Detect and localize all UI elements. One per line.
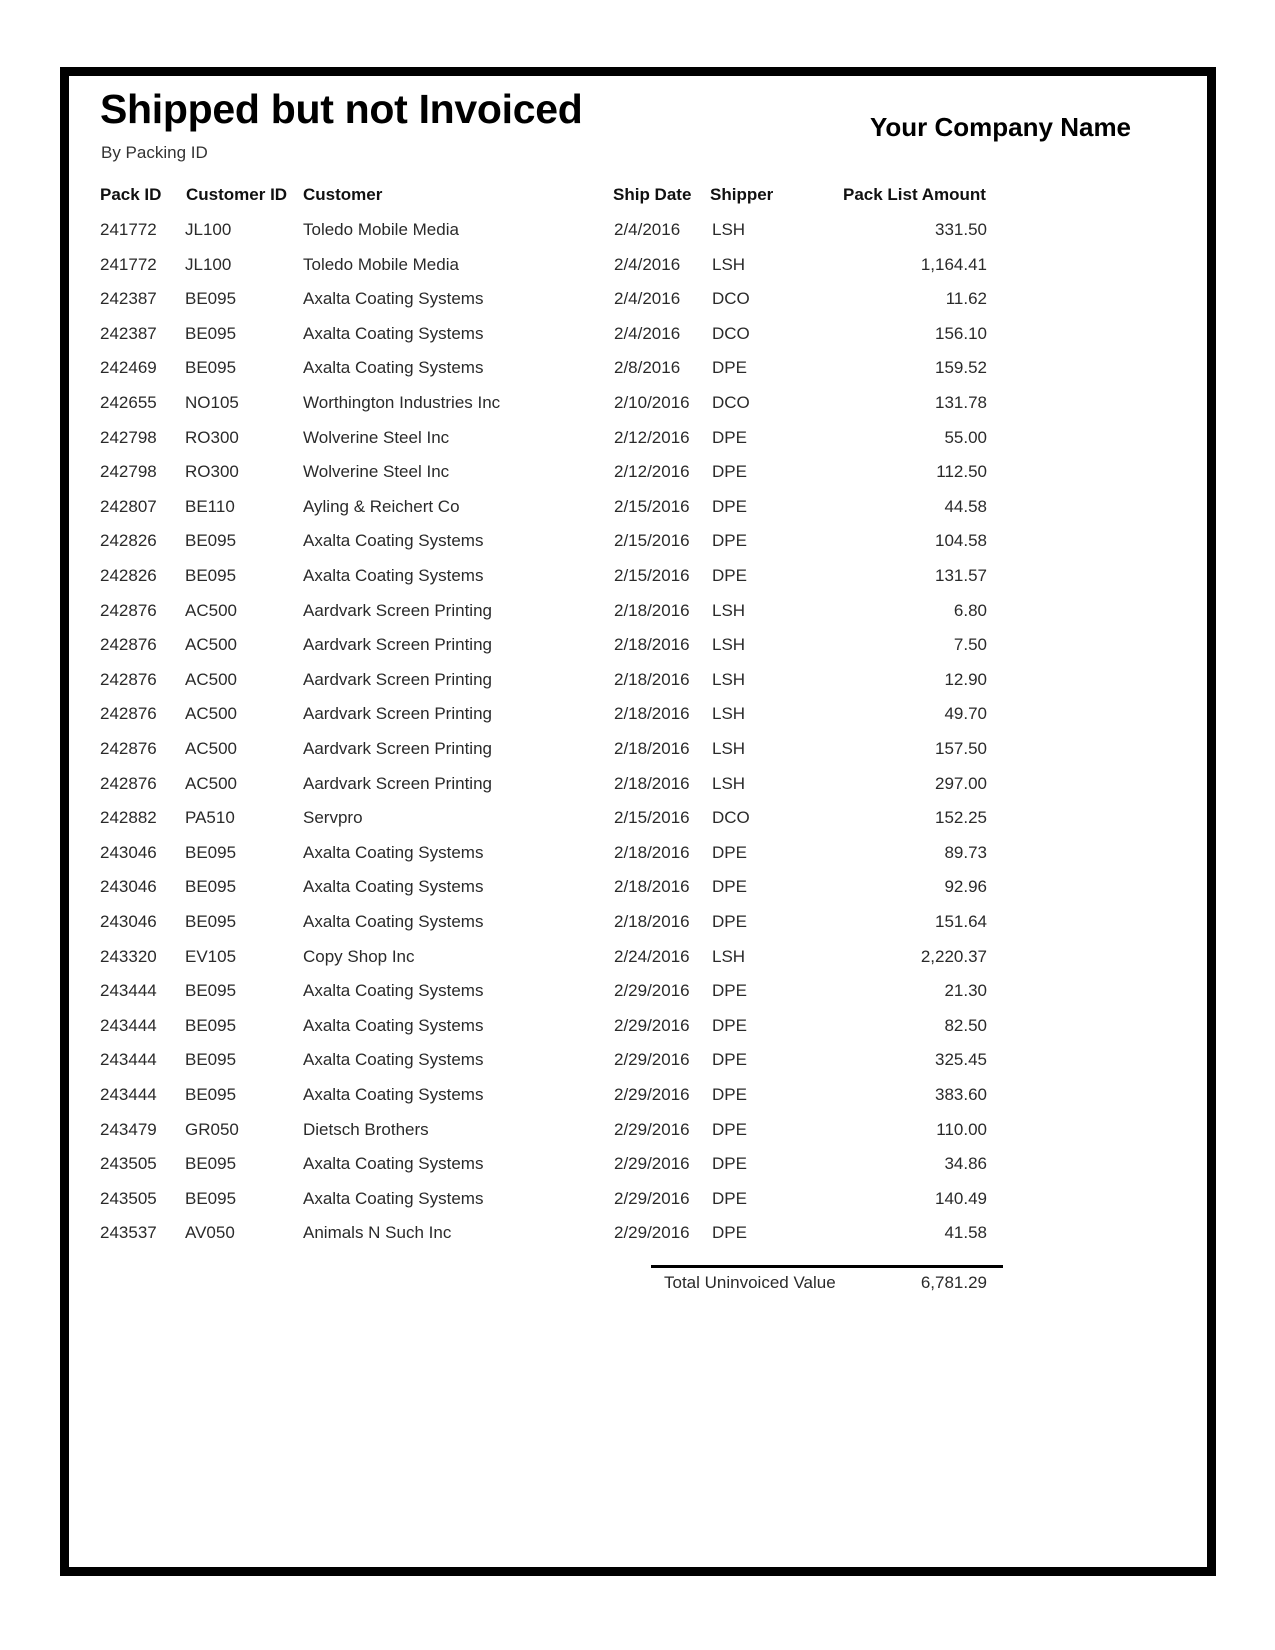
customer-cell: Aardvark Screen Printing [303,600,492,620]
customer-cell: Axalta Coating Systems [303,877,484,897]
customer-id-cell: EV105 [185,946,237,966]
ship-date-cell: 2/29/2016 [614,1085,690,1104]
amount-cell: 325.45 [935,1050,987,1070]
customer-id-cell: BE095 [185,877,237,897]
ship-date-cell: 2/15/2016 [614,496,690,516]
amount-cell: 159.52 [935,358,987,378]
customer-cell: Copy Shop Inc [303,946,415,966]
customer-cell: Wolverine Steel Inc [303,427,450,447]
amount-cell: 92.96 [944,877,987,897]
table-row [0,358,1275,392]
shipper-cell: DPE [712,531,747,551]
ship-date-cell: 2/8/2016 [614,358,681,378]
customer-cell: Axalta Coating Systems [303,1085,484,1104]
column-header-ship-date: Ship Date [613,185,692,204]
amount-cell: 2,220.37 [920,946,987,966]
ship-date-cell: 2/29/2016 [614,1154,690,1174]
customer-cell: Servpro [303,808,363,828]
table-row [0,601,1275,635]
customer-id-cell: JL100 [185,254,232,274]
ship-date-cell: 2/18/2016 [614,704,690,724]
amount-cell: 152.25 [935,808,987,828]
ship-date-cell: 2/15/2016 [614,566,690,585]
shipper-cell: DPE [712,462,747,482]
shipper-cell: LSH [712,704,746,724]
customer-cell: Toledo Mobile Media [303,254,459,274]
amount-cell: 55.00 [944,427,987,447]
customer-id-cell: BE095 [185,981,237,1001]
pack-id-cell: 242655 [100,393,157,412]
amount-cell: 104.58 [935,531,987,551]
shipper-cell: DPE [712,981,747,1001]
customer-cell: Axalta Coating Systems [303,289,484,309]
table-row [0,497,1275,531]
amount-cell: 110.00 [936,1119,987,1139]
amount-cell: 44.58 [944,496,987,516]
ship-date-cell: 2/4/2016 [614,323,681,343]
ship-date-cell: 2/18/2016 [614,912,690,931]
table-row [0,1050,1275,1084]
ship-date-cell: 2/18/2016 [614,600,690,620]
ship-date-cell: 2/18/2016 [614,635,690,655]
shipper-cell: LSH [712,773,746,793]
shipper-cell: LSH [712,946,746,966]
customer-cell: Axalta Coating Systems [303,912,484,931]
amount-cell: 140.49 [935,1188,987,1208]
customer-cell: Axalta Coating Systems [303,1015,484,1035]
table-row [0,947,1275,981]
customer-cell: Aardvark Screen Printing [303,635,492,655]
customer-id-cell: AC500 [185,635,237,655]
ship-date-cell: 2/18/2016 [614,669,690,689]
total-divider [651,1265,1003,1268]
customer-cell: Axalta Coating Systems [303,1188,484,1208]
table-row [0,877,1275,911]
customer-id-cell: BE095 [185,323,237,343]
column-header-shipper: Shipper [710,185,774,204]
amount-cell: 6.80 [953,600,987,620]
table-row [0,774,1275,808]
table-row [0,808,1275,842]
table-row [0,462,1275,496]
amount-cell: 383.60 [935,1085,987,1104]
ship-date-cell: 2/29/2016 [614,1119,690,1139]
ship-date-cell: 2/29/2016 [614,1050,690,1070]
amount-cell: 49.70 [944,704,987,724]
table-row [0,670,1275,704]
shipper-cell: LSH [712,635,746,655]
amount-cell: 89.73 [944,842,987,862]
customer-id-cell: BE095 [185,1154,237,1174]
customer-cell: Aardvark Screen Printing [303,704,492,724]
pack-id-cell: 243444 [100,981,157,1001]
pack-id-cell: 242876 [100,704,157,724]
customer-id-cell: NO105 [185,393,239,412]
ship-date-cell: 2/29/2016 [614,981,690,1001]
table-row [0,255,1275,289]
table-row [0,393,1275,427]
customer-id-cell: AC500 [185,704,237,724]
ship-date-cell: 2/18/2016 [614,773,690,793]
customer-cell: Aardvark Screen Printing [303,739,492,758]
column-header-pack-id: Pack ID [100,185,162,204]
pack-id-cell: 243479 [100,1119,157,1139]
ship-date-cell: 2/18/2016 [614,739,690,758]
table-row [0,566,1275,600]
shipper-cell: LSH [712,739,746,758]
ship-date-cell: 2/10/2016 [614,393,690,412]
pack-id-cell: 242387 [100,323,157,343]
pack-id-cell: 242876 [100,635,157,655]
customer-id-cell: AV050 [185,1223,235,1243]
customer-id-cell: RO300 [185,462,239,482]
ship-date-cell: 2/18/2016 [614,877,690,897]
pack-id-cell: 241772 [100,254,157,274]
customer-cell: Animals N Such Inc [303,1223,452,1243]
shipper-cell: LSH [712,254,746,274]
table-row [0,531,1275,565]
ship-date-cell: 2/4/2016 [614,289,681,309]
customer-id-cell: BE095 [185,842,237,862]
customer-id-cell: RO300 [185,427,239,447]
customer-cell: Axalta Coating Systems [303,358,484,378]
shipper-cell: LSH [712,220,746,239]
pack-id-cell: 242876 [100,600,157,620]
shipper-cell: DPE [712,1015,747,1035]
customer-id-cell: BE095 [185,358,237,378]
ship-date-cell: 2/18/2016 [614,842,690,862]
pack-id-cell: 243046 [100,912,157,931]
customer-cell: Aardvark Screen Printing [303,669,492,689]
amount-cell: 112.50 [936,462,987,482]
amount-cell: 11.62 [945,289,987,309]
pack-id-cell: 242876 [100,669,157,689]
ship-date-cell: 2/29/2016 [614,1188,690,1208]
amount-cell: 131.78 [935,393,987,412]
customer-cell: Axalta Coating Systems [303,566,484,585]
customer-id-cell: BE095 [185,912,237,931]
customer-cell: Axalta Coating Systems [303,981,484,1001]
ship-date-cell: 2/12/2016 [614,462,690,482]
shipper-cell: LSH [712,669,746,689]
amount-cell: 157.50 [935,739,987,758]
customer-id-cell: GR050 [185,1119,239,1139]
table-row [0,843,1275,877]
customer-cell: Axalta Coating Systems [303,531,484,551]
pack-id-cell: 243444 [100,1050,157,1070]
pack-id-cell: 243046 [100,842,157,862]
customer-cell: Axalta Coating Systems [303,1050,484,1070]
pack-id-cell: 242469 [100,358,157,378]
customer-cell: Toledo Mobile Media [303,220,459,239]
amount-cell: 41.58 [944,1223,987,1243]
shipper-cell: DPE [712,1085,747,1104]
table-row [0,220,1275,254]
pack-id-cell: 242876 [100,773,157,793]
amount-cell: 82.50 [944,1015,987,1035]
customer-id-cell: BE095 [185,531,237,551]
shipper-cell: DCO [712,808,750,828]
amount-cell: 1,164.41 [920,254,987,274]
amount-cell: 151.64 [935,912,987,931]
amount-cell: 297.00 [935,773,987,793]
pack-id-cell: 242826 [100,531,157,551]
amount-cell: 331.50 [935,220,987,239]
ship-date-cell: 2/24/2016 [614,946,690,966]
pack-id-cell: 243537 [100,1223,157,1243]
pack-id-cell: 242387 [100,289,157,309]
ship-date-cell: 2/4/2016 [614,220,681,239]
total-value: 6,781.29 [920,1273,987,1292]
pack-id-cell: 241772 [100,220,157,239]
shipper-cell: DCO [712,289,750,309]
shipper-cell: DPE [712,877,747,897]
customer-cell: Worthington Industries Inc [303,393,501,412]
table-row [0,981,1275,1015]
customer-id-cell: BE095 [185,1188,237,1208]
shipper-cell: DPE [712,496,747,516]
customer-id-cell: BE095 [185,1085,237,1104]
shipper-cell: DPE [712,566,747,585]
customer-cell: Aardvark Screen Printing [303,773,492,793]
pack-id-cell: 243320 [100,946,157,966]
shipper-cell: DPE [712,1119,747,1139]
report-title: Shipped but not Invoiced [100,86,583,132]
ship-date-cell: 2/15/2016 [614,531,690,551]
ship-date-cell: 2/29/2016 [614,1223,690,1243]
customer-id-cell: JL100 [185,220,232,239]
shipper-cell: DPE [712,1223,747,1243]
customer-id-cell: AC500 [185,669,237,689]
table-row [0,289,1275,323]
shipper-cell: LSH [712,600,746,620]
shipper-cell: DCO [712,323,750,343]
table-row [0,704,1275,738]
customer-id-cell: BE095 [185,566,237,585]
pack-id-cell: 242876 [100,739,157,758]
pack-id-cell: 243505 [100,1154,157,1174]
table-row [0,1120,1275,1154]
pack-id-cell: 242882 [100,808,157,828]
company-name: Your Company Name [870,112,1132,142]
shipper-cell: DPE [712,842,747,862]
amount-cell: 34.86 [944,1154,987,1174]
table-row [0,1085,1275,1119]
table-row [0,635,1275,669]
customer-id-cell: BE110 [185,496,235,516]
customer-cell: Axalta Coating Systems [303,1154,484,1174]
amount-cell: 156.10 [935,323,987,343]
pack-id-cell: 243444 [100,1085,157,1104]
table-row [0,1223,1275,1257]
shipper-cell: DPE [712,358,747,378]
table-row [0,1016,1275,1050]
pack-id-cell: 242807 [100,496,157,516]
pack-id-cell: 243505 [100,1188,157,1208]
pack-id-cell: 243444 [100,1015,157,1035]
ship-date-cell: 2/4/2016 [614,254,681,274]
customer-id-cell: AC500 [185,600,237,620]
table-row [0,912,1275,946]
table-row [0,1189,1275,1223]
amount-cell: 12.90 [944,669,987,689]
table-row [0,1154,1275,1188]
shipper-cell: DCO [712,393,750,412]
customer-id-cell: AC500 [185,773,237,793]
table-row [0,324,1275,358]
ship-date-cell: 2/29/2016 [614,1015,690,1035]
shipper-cell: DPE [712,912,747,931]
customer-id-cell: BE095 [185,1015,237,1035]
table-row [0,428,1275,462]
amount-cell: 131.57 [935,566,987,585]
customer-cell: Wolverine Steel Inc [303,462,450,482]
amount-cell: 21.30 [944,981,987,1001]
column-header-pack-list-amount: Pack List Amount [843,185,986,204]
customer-cell: Ayling & Reichert Co [303,496,460,516]
ship-date-cell: 2/15/2016 [614,808,690,828]
pack-id-cell: 242798 [100,427,157,447]
customer-id-cell: AC500 [185,739,237,758]
customer-id-cell: PA510 [185,808,235,828]
shipper-cell: DPE [712,1050,747,1070]
customer-cell: Axalta Coating Systems [303,323,484,343]
pack-id-cell: 242798 [100,462,157,482]
shipper-cell: DPE [712,427,747,447]
shipper-cell: DPE [712,1154,747,1174]
pack-id-cell: 243046 [100,877,157,897]
ship-date-cell: 2/12/2016 [614,427,690,447]
pack-id-cell: 242826 [100,566,157,585]
report-subtitle: By Packing ID [101,143,208,162]
customer-cell: Axalta Coating Systems [303,842,484,862]
amount-cell: 7.50 [953,635,987,655]
customer-id-cell: BE095 [185,1050,237,1070]
customer-cell: Dietsch Brothers [303,1119,429,1139]
customer-id-cell: BE095 [185,289,237,309]
total-label: Total Uninvoiced Value [664,1273,836,1292]
column-header-customer-id: Customer ID [186,185,288,204]
shipper-cell: DPE [712,1188,747,1208]
table-row [0,739,1275,773]
column-header-customer: Customer [303,185,383,204]
